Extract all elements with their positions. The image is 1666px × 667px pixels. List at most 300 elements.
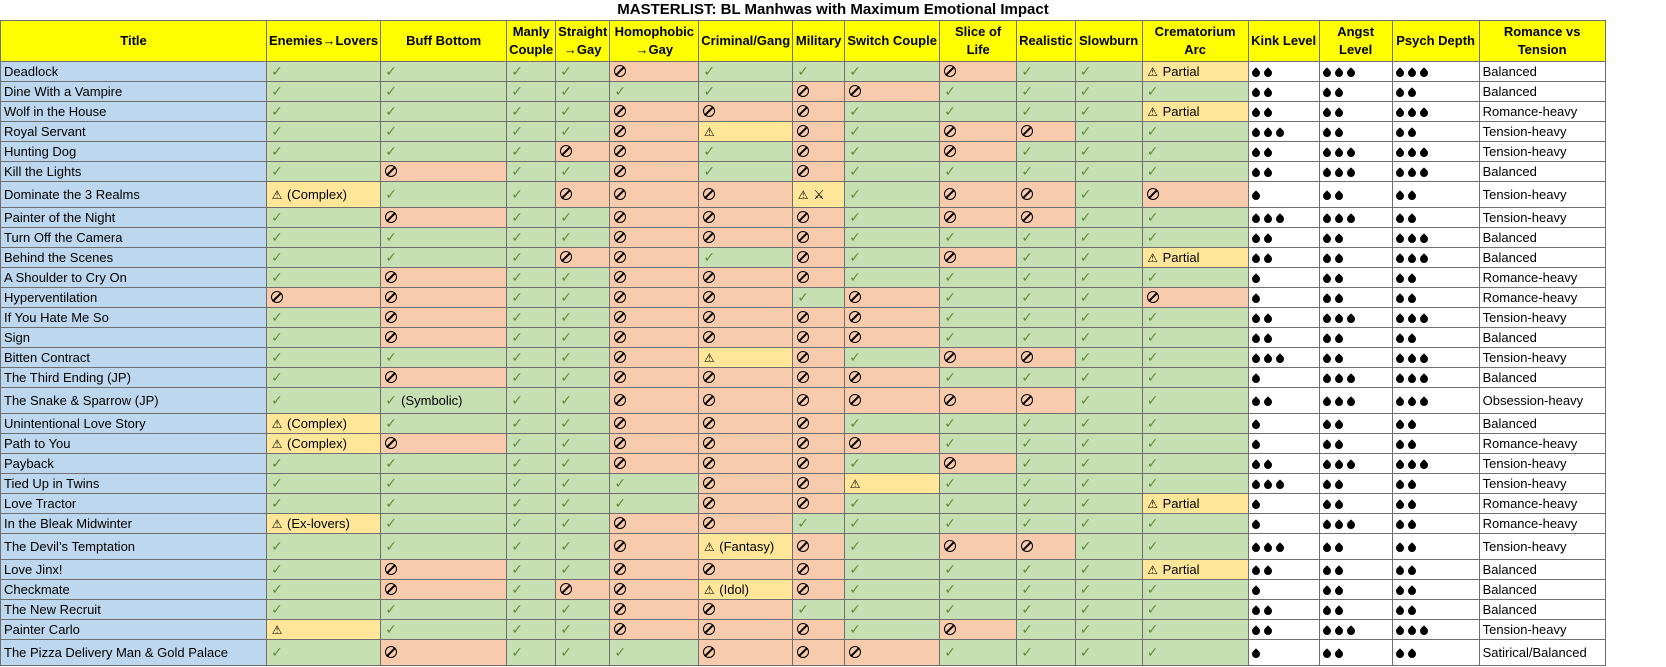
feature-cell[interactable] (1142, 494, 1248, 514)
feature-cell[interactable] (1142, 308, 1248, 328)
feature-cell[interactable] (1017, 102, 1075, 122)
feature-cell[interactable] (610, 368, 699, 388)
feature-cell[interactable] (507, 122, 556, 142)
feature-cell[interactable] (507, 368, 556, 388)
feature-cell[interactable] (507, 348, 556, 368)
feature-cell[interactable] (940, 268, 1017, 288)
feature-cell[interactable] (1075, 454, 1142, 474)
title-cell[interactable]: Royal Servant (1, 122, 267, 142)
title-cell[interactable]: The Snake & Sparrow (JP) (1, 388, 267, 414)
feature-cell[interactable] (507, 82, 556, 102)
feature-cell[interactable] (793, 62, 845, 82)
feature-cell[interactable] (381, 248, 507, 268)
angst-level-cell[interactable] (1319, 494, 1392, 514)
feature-cell[interactable] (556, 474, 610, 494)
kink-level-cell[interactable] (1248, 388, 1319, 414)
feature-cell[interactable] (793, 182, 845, 208)
title-cell[interactable]: Unintentional Love Story (1, 414, 267, 434)
feature-cell[interactable] (267, 142, 381, 162)
feature-cell[interactable] (845, 494, 940, 514)
psych-level-cell[interactable] (1392, 308, 1479, 328)
feature-cell[interactable] (267, 494, 381, 514)
psych-level-cell[interactable] (1392, 142, 1479, 162)
feature-cell[interactable] (940, 534, 1017, 560)
feature-cell[interactable] (507, 434, 556, 454)
feature-cell[interactable] (1017, 434, 1075, 454)
feature-cell[interactable] (610, 348, 699, 368)
feature-cell[interactable] (267, 474, 381, 494)
feature-cell[interactable] (610, 388, 699, 414)
column-header[interactable]: Title (1, 21, 267, 62)
feature-cell[interactable] (1017, 248, 1075, 268)
feature-cell[interactable] (1075, 82, 1142, 102)
feature-cell[interactable] (845, 454, 940, 474)
feature-cell[interactable] (507, 142, 556, 162)
title-cell[interactable]: The Pizza Delivery Man & Gold Palace (1, 640, 267, 666)
column-header[interactable]: Kink Level (1248, 21, 1319, 62)
feature-cell[interactable] (793, 228, 845, 248)
feature-cell[interactable] (507, 534, 556, 560)
feature-cell[interactable] (793, 560, 845, 580)
title-cell[interactable]: Love Jinx! (1, 560, 267, 580)
feature-cell[interactable] (507, 228, 556, 248)
feature-cell[interactable] (1017, 414, 1075, 434)
feature-cell[interactable] (381, 474, 507, 494)
feature-cell[interactable] (1142, 454, 1248, 474)
feature-cell[interactable] (1017, 268, 1075, 288)
feature-cell[interactable] (267, 268, 381, 288)
feature-cell[interactable] (793, 82, 845, 102)
feature-cell[interactable] (381, 268, 507, 288)
feature-cell[interactable] (845, 560, 940, 580)
balance-cell[interactable]: Tension-heavy (1479, 474, 1605, 494)
psych-level-cell[interactable] (1392, 474, 1479, 494)
title-cell[interactable]: Tied Up in Twins (1, 474, 267, 494)
feature-cell[interactable] (507, 62, 556, 82)
angst-level-cell[interactable] (1319, 368, 1392, 388)
feature-cell[interactable] (1142, 434, 1248, 454)
angst-level-cell[interactable] (1319, 208, 1392, 228)
angst-level-cell[interactable] (1319, 414, 1392, 434)
feature-cell[interactable] (1142, 620, 1248, 640)
title-cell[interactable]: Path to You (1, 434, 267, 454)
title-cell[interactable]: Hunting Dog (1, 142, 267, 162)
feature-cell[interactable] (699, 122, 793, 142)
feature-cell[interactable] (610, 600, 699, 620)
balance-cell[interactable]: Tension-heavy (1479, 208, 1605, 228)
feature-cell[interactable] (610, 514, 699, 534)
feature-cell[interactable] (1075, 122, 1142, 142)
feature-cell[interactable] (1017, 494, 1075, 514)
angst-level-cell[interactable] (1319, 62, 1392, 82)
feature-cell[interactable] (699, 308, 793, 328)
feature-cell[interactable] (1142, 102, 1248, 122)
feature-cell[interactable] (940, 182, 1017, 208)
feature-cell[interactable] (1075, 102, 1142, 122)
feature-cell[interactable] (556, 414, 610, 434)
feature-cell[interactable] (793, 368, 845, 388)
title-cell[interactable]: Payback (1, 454, 267, 474)
angst-level-cell[interactable] (1319, 388, 1392, 414)
feature-cell[interactable] (1017, 308, 1075, 328)
balance-cell[interactable]: Romance-heavy (1479, 514, 1605, 534)
kink-level-cell[interactable] (1248, 454, 1319, 474)
kink-level-cell[interactable] (1248, 348, 1319, 368)
feature-cell[interactable] (699, 534, 793, 560)
feature-cell[interactable] (845, 474, 940, 494)
feature-cell[interactable] (793, 580, 845, 600)
angst-level-cell[interactable] (1319, 268, 1392, 288)
feature-cell[interactable] (699, 514, 793, 534)
psych-level-cell[interactable] (1392, 368, 1479, 388)
feature-cell[interactable] (845, 434, 940, 454)
kink-level-cell[interactable] (1248, 248, 1319, 268)
feature-cell[interactable] (940, 414, 1017, 434)
feature-cell[interactable] (610, 560, 699, 580)
feature-cell[interactable] (940, 580, 1017, 600)
feature-cell[interactable] (699, 348, 793, 368)
feature-cell[interactable] (1142, 514, 1248, 534)
feature-cell[interactable] (381, 620, 507, 640)
feature-cell[interactable] (1142, 182, 1248, 208)
feature-cell[interactable] (267, 248, 381, 268)
feature-cell[interactable] (556, 162, 610, 182)
feature-cell[interactable] (845, 414, 940, 434)
title-cell[interactable]: Checkmate (1, 580, 267, 600)
psych-level-cell[interactable] (1392, 62, 1479, 82)
feature-cell[interactable] (267, 388, 381, 414)
balance-cell[interactable]: Balanced (1479, 62, 1605, 82)
feature-cell[interactable] (1017, 474, 1075, 494)
kink-level-cell[interactable] (1248, 142, 1319, 162)
column-header[interactable]: Slice of Life (940, 21, 1017, 62)
feature-cell[interactable] (1017, 208, 1075, 228)
psych-level-cell[interactable] (1392, 208, 1479, 228)
feature-cell[interactable] (1142, 228, 1248, 248)
kink-level-cell[interactable] (1248, 474, 1319, 494)
column-header[interactable]: Angst Level (1319, 21, 1392, 62)
feature-cell[interactable] (1142, 388, 1248, 414)
feature-cell[interactable] (793, 640, 845, 666)
kink-level-cell[interactable] (1248, 122, 1319, 142)
feature-cell[interactable] (1017, 328, 1075, 348)
feature-cell[interactable] (1075, 560, 1142, 580)
column-header[interactable]: Romance vs Tension (1479, 21, 1605, 62)
feature-cell[interactable] (1075, 414, 1142, 434)
feature-cell[interactable] (610, 620, 699, 640)
feature-cell[interactable] (1142, 122, 1248, 142)
feature-cell[interactable] (381, 388, 507, 414)
feature-cell[interactable] (507, 162, 556, 182)
angst-level-cell[interactable] (1319, 454, 1392, 474)
feature-cell[interactable] (556, 288, 610, 308)
kink-level-cell[interactable] (1248, 600, 1319, 620)
title-cell[interactable]: Love Tractor (1, 494, 267, 514)
feature-cell[interactable] (507, 308, 556, 328)
feature-cell[interactable] (507, 454, 556, 474)
feature-cell[interactable] (1142, 268, 1248, 288)
feature-cell[interactable] (556, 560, 610, 580)
kink-level-cell[interactable] (1248, 228, 1319, 248)
feature-cell[interactable] (845, 620, 940, 640)
feature-cell[interactable] (1017, 454, 1075, 474)
feature-cell[interactable] (699, 580, 793, 600)
angst-level-cell[interactable] (1319, 600, 1392, 620)
feature-cell[interactable] (699, 620, 793, 640)
feature-cell[interactable] (699, 82, 793, 102)
feature-cell[interactable] (1075, 288, 1142, 308)
feature-cell[interactable] (793, 268, 845, 288)
title-cell[interactable]: Bitten Contract (1, 348, 267, 368)
feature-cell[interactable] (381, 162, 507, 182)
psych-level-cell[interactable] (1392, 162, 1479, 182)
feature-cell[interactable] (845, 328, 940, 348)
feature-cell[interactable] (556, 142, 610, 162)
feature-cell[interactable] (1142, 534, 1248, 560)
feature-cell[interactable] (940, 288, 1017, 308)
feature-cell[interactable] (699, 288, 793, 308)
feature-cell[interactable] (507, 514, 556, 534)
feature-cell[interactable] (1142, 288, 1248, 308)
feature-cell[interactable] (381, 288, 507, 308)
feature-cell[interactable] (381, 368, 507, 388)
balance-cell[interactable]: Balanced (1479, 162, 1605, 182)
balance-cell[interactable]: Tension-heavy (1479, 182, 1605, 208)
feature-cell[interactable] (793, 308, 845, 328)
feature-cell[interactable] (940, 162, 1017, 182)
feature-cell[interactable] (1142, 328, 1248, 348)
feature-cell[interactable] (267, 600, 381, 620)
balance-cell[interactable]: Romance-heavy (1479, 268, 1605, 288)
feature-cell[interactable] (1017, 122, 1075, 142)
angst-level-cell[interactable] (1319, 474, 1392, 494)
feature-cell[interactable] (507, 208, 556, 228)
angst-level-cell[interactable] (1319, 328, 1392, 348)
balance-cell[interactable]: Romance-heavy (1479, 102, 1605, 122)
feature-cell[interactable] (267, 534, 381, 560)
kink-level-cell[interactable] (1248, 494, 1319, 514)
feature-cell[interactable] (267, 580, 381, 600)
kink-level-cell[interactable] (1248, 560, 1319, 580)
kink-level-cell[interactable] (1248, 434, 1319, 454)
feature-cell[interactable] (610, 228, 699, 248)
feature-cell[interactable] (940, 560, 1017, 580)
column-header[interactable]: Switch Couple (845, 21, 940, 62)
feature-cell[interactable] (793, 414, 845, 434)
title-cell[interactable]: Wolf in the House (1, 102, 267, 122)
feature-cell[interactable] (1075, 208, 1142, 228)
balance-cell[interactable]: Tension-heavy (1479, 348, 1605, 368)
psych-level-cell[interactable] (1392, 82, 1479, 102)
feature-cell[interactable] (507, 640, 556, 666)
feature-cell[interactable] (556, 102, 610, 122)
psych-level-cell[interactable] (1392, 600, 1479, 620)
column-header[interactable]: Straight →Gay (556, 21, 610, 62)
feature-cell[interactable] (940, 308, 1017, 328)
title-cell[interactable]: A Shoulder to Cry On (1, 268, 267, 288)
feature-cell[interactable] (610, 162, 699, 182)
feature-cell[interactable] (556, 308, 610, 328)
feature-cell[interactable] (1075, 620, 1142, 640)
title-cell[interactable]: If You Hate Me So (1, 308, 267, 328)
psych-level-cell[interactable] (1392, 182, 1479, 208)
feature-cell[interactable] (610, 288, 699, 308)
feature-cell[interactable] (381, 580, 507, 600)
kink-level-cell[interactable] (1248, 102, 1319, 122)
feature-cell[interactable] (699, 414, 793, 434)
feature-cell[interactable] (381, 328, 507, 348)
feature-cell[interactable] (556, 600, 610, 620)
feature-cell[interactable] (699, 388, 793, 414)
angst-level-cell[interactable] (1319, 102, 1392, 122)
feature-cell[interactable] (556, 348, 610, 368)
feature-cell[interactable] (610, 208, 699, 228)
feature-cell[interactable] (845, 348, 940, 368)
feature-cell[interactable] (267, 348, 381, 368)
feature-cell[interactable] (1142, 62, 1248, 82)
feature-cell[interactable] (381, 182, 507, 208)
feature-cell[interactable] (556, 268, 610, 288)
feature-cell[interactable] (699, 454, 793, 474)
feature-cell[interactable] (940, 600, 1017, 620)
feature-cell[interactable] (381, 600, 507, 620)
feature-cell[interactable] (507, 248, 556, 268)
feature-cell[interactable] (381, 102, 507, 122)
kink-level-cell[interactable] (1248, 268, 1319, 288)
psych-level-cell[interactable] (1392, 102, 1479, 122)
feature-cell[interactable] (1142, 348, 1248, 368)
angst-level-cell[interactable] (1319, 162, 1392, 182)
feature-cell[interactable] (267, 328, 381, 348)
column-header[interactable]: Realistic (1017, 21, 1075, 62)
feature-cell[interactable] (267, 560, 381, 580)
psych-level-cell[interactable] (1392, 228, 1479, 248)
feature-cell[interactable] (793, 454, 845, 474)
feature-cell[interactable] (845, 580, 940, 600)
feature-cell[interactable] (267, 308, 381, 328)
feature-cell[interactable] (699, 474, 793, 494)
feature-cell[interactable] (940, 142, 1017, 162)
feature-cell[interactable] (267, 82, 381, 102)
feature-cell[interactable] (1142, 162, 1248, 182)
feature-cell[interactable] (556, 368, 610, 388)
feature-cell[interactable] (699, 248, 793, 268)
kink-level-cell[interactable] (1248, 182, 1319, 208)
angst-level-cell[interactable] (1319, 142, 1392, 162)
angst-level-cell[interactable] (1319, 620, 1392, 640)
feature-cell[interactable] (267, 414, 381, 434)
feature-cell[interactable] (1075, 182, 1142, 208)
psych-level-cell[interactable] (1392, 494, 1479, 514)
balance-cell[interactable]: Balanced (1479, 414, 1605, 434)
angst-level-cell[interactable] (1319, 514, 1392, 534)
column-header[interactable]: Crematorium Arc (1142, 21, 1248, 62)
balance-cell[interactable]: Romance-heavy (1479, 434, 1605, 454)
feature-cell[interactable] (267, 368, 381, 388)
kink-level-cell[interactable] (1248, 640, 1319, 666)
feature-cell[interactable] (507, 328, 556, 348)
feature-cell[interactable] (940, 82, 1017, 102)
feature-cell[interactable] (381, 454, 507, 474)
feature-cell[interactable] (793, 162, 845, 182)
balance-cell[interactable]: Tension-heavy (1479, 454, 1605, 474)
feature-cell[interactable] (845, 122, 940, 142)
feature-cell[interactable] (610, 534, 699, 560)
feature-cell[interactable] (610, 580, 699, 600)
feature-cell[interactable] (793, 474, 845, 494)
feature-cell[interactable] (267, 514, 381, 534)
kink-level-cell[interactable] (1248, 328, 1319, 348)
angst-level-cell[interactable] (1319, 308, 1392, 328)
feature-cell[interactable] (699, 268, 793, 288)
feature-cell[interactable] (845, 640, 940, 666)
feature-cell[interactable] (793, 600, 845, 620)
feature-cell[interactable] (507, 474, 556, 494)
feature-cell[interactable] (556, 328, 610, 348)
angst-level-cell[interactable] (1319, 534, 1392, 560)
feature-cell[interactable] (845, 534, 940, 560)
feature-cell[interactable] (381, 62, 507, 82)
feature-cell[interactable] (1017, 534, 1075, 560)
title-cell[interactable]: The New Recruit (1, 600, 267, 620)
feature-cell[interactable] (1075, 308, 1142, 328)
column-header[interactable]: Enemies→Lovers (267, 21, 381, 62)
kink-level-cell[interactable] (1248, 82, 1319, 102)
feature-cell[interactable] (1075, 388, 1142, 414)
feature-cell[interactable] (940, 228, 1017, 248)
feature-cell[interactable] (381, 308, 507, 328)
feature-cell[interactable] (1075, 162, 1142, 182)
feature-cell[interactable] (1017, 640, 1075, 666)
feature-cell[interactable] (845, 102, 940, 122)
feature-cell[interactable] (1142, 474, 1248, 494)
balance-cell[interactable]: Tension-heavy (1479, 308, 1605, 328)
feature-cell[interactable] (556, 388, 610, 414)
feature-cell[interactable] (699, 434, 793, 454)
feature-cell[interactable] (507, 600, 556, 620)
feature-cell[interactable] (940, 454, 1017, 474)
feature-cell[interactable] (793, 248, 845, 268)
psych-level-cell[interactable] (1392, 580, 1479, 600)
psych-level-cell[interactable] (1392, 534, 1479, 560)
feature-cell[interactable] (1142, 640, 1248, 666)
balance-cell[interactable]: Balanced (1479, 248, 1605, 268)
kink-level-cell[interactable] (1248, 620, 1319, 640)
feature-cell[interactable] (1075, 580, 1142, 600)
feature-cell[interactable] (381, 560, 507, 580)
feature-cell[interactable] (556, 228, 610, 248)
psych-level-cell[interactable] (1392, 122, 1479, 142)
kink-level-cell[interactable] (1248, 414, 1319, 434)
feature-cell[interactable] (1017, 182, 1075, 208)
feature-cell[interactable] (610, 122, 699, 142)
kink-level-cell[interactable] (1248, 534, 1319, 560)
feature-cell[interactable] (1017, 162, 1075, 182)
feature-cell[interactable] (940, 62, 1017, 82)
feature-cell[interactable] (845, 142, 940, 162)
feature-cell[interactable] (556, 534, 610, 560)
feature-cell[interactable] (940, 474, 1017, 494)
feature-cell[interactable] (940, 514, 1017, 534)
column-header[interactable]: Buff Bottom (381, 21, 507, 62)
feature-cell[interactable] (381, 640, 507, 666)
feature-cell[interactable] (1075, 534, 1142, 560)
balance-cell[interactable]: Balanced (1479, 368, 1605, 388)
title-cell[interactable]: The Devil’s Temptation (1, 534, 267, 560)
feature-cell[interactable] (940, 122, 1017, 142)
balance-cell[interactable]: Balanced (1479, 82, 1605, 102)
feature-cell[interactable] (1075, 328, 1142, 348)
